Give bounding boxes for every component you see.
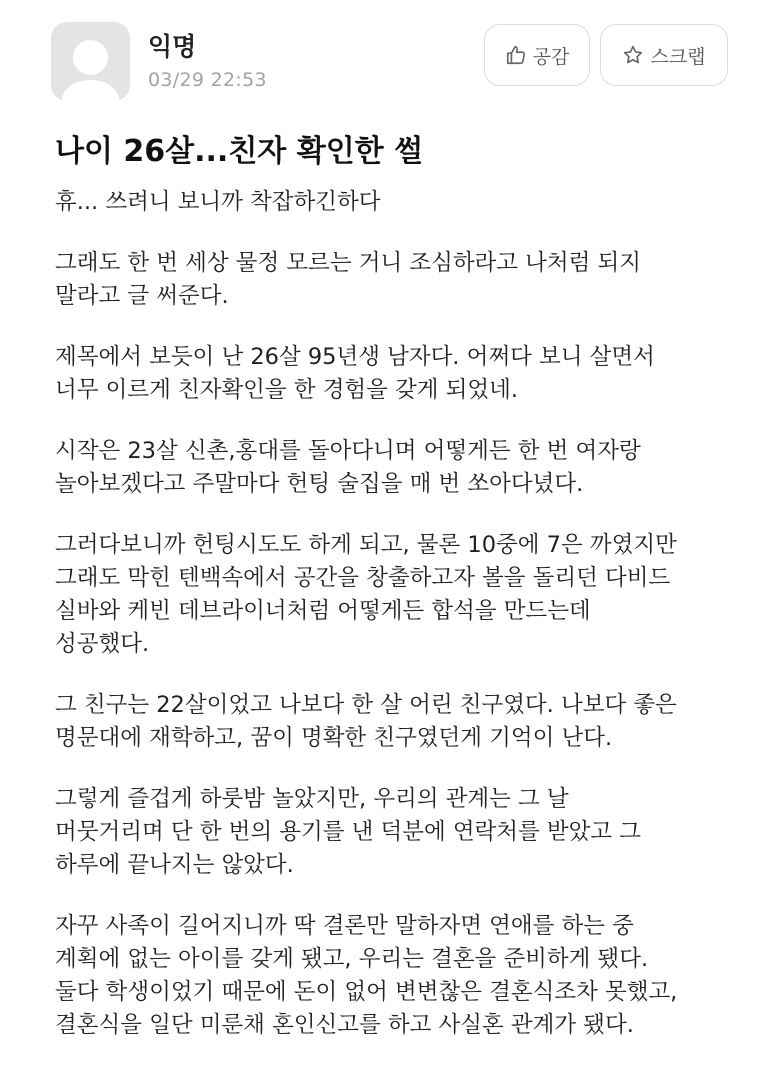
- default-profile-icon: [51, 22, 130, 101]
- body-paragraph: [55, 341, 755, 407]
- body-line: 그래도 한 번 세상 물정 모르는 거니 조심하라고 나처럼 되지: [55, 250, 642, 276]
- body-line: 명문대에 재학하고, 꿈이 명확한 친구였던게 기억이 난다.: [55, 725, 613, 751]
- body-line: 시작은 23살 신촌,홍대를 돌아다니며 어떻게든 한 번 여자랑: [55, 438, 641, 464]
- body-line: 놀아보겠다고 주말마다 헌팅 술집을 매 번 쏘아다녔다.: [55, 471, 584, 497]
- body-line: 성공했다.: [55, 631, 150, 657]
- body-paragraph: [55, 910, 755, 1042]
- post-header: [0, 0, 780, 112]
- post-title: 나이 26살...친자 확인한 썰: [55, 134, 424, 169]
- body-line: 그래도 막힌 텐백속에서 공간을 창출하고자 볼을 돌리던 다비드: [55, 565, 671, 591]
- body-paragraph: [55, 186, 755, 219]
- body-line: 휴... 쓰려니 보니까 착잡하긴하다: [55, 189, 381, 215]
- body-line: 제목에서 보듯이 난 26살 95년생 남자다. 어쩌다 보니 살면서: [55, 344, 655, 370]
- star-icon: [622, 44, 644, 66]
- scrap-button[interactable]: [600, 24, 728, 86]
- body-paragraph: [55, 689, 755, 755]
- body-paragraph: [55, 247, 755, 313]
- scrap-button-label: 스크랩: [650, 45, 706, 68]
- body-paragraph: [55, 435, 755, 501]
- body-line: 하루에 끝나지는 않았다.: [55, 852, 294, 878]
- like-button-label: 공감: [532, 45, 570, 68]
- body-line: 그러다보니까 헌팅시도도 하게 되고, 물론 10중에 7은 까였지만: [55, 532, 677, 558]
- like-button[interactable]: [484, 24, 590, 86]
- post-time: 03/29 22:53: [148, 69, 267, 91]
- body-line: 그 친구는 22살이었고 나보다 한 살 어린 친구였다. 나보다 좋은: [55, 692, 677, 718]
- body-line: 너무 이르게 친자확인을 한 경험을 갖게 되었네.: [55, 377, 519, 403]
- post-body: [55, 186, 755, 1070]
- avatar-head-shape: [73, 40, 108, 75]
- body-line: 그렇게 즐겁게 하룻밤 놀았지만, 우리의 관계는 그 날: [55, 786, 569, 812]
- body-line: 머뭇거리며 단 한 번의 용기를 낸 덕분에 연락처를 받았고 그: [55, 819, 642, 845]
- body-line: 계획에 없는 아이를 갖게 됐고, 우리는 결혼을 준비하게 됐다.: [55, 946, 649, 972]
- body-line: 실바와 케빈 데브라이너처럼 어떻게든 합석을 만드는데: [55, 598, 591, 624]
- thumbs-up-icon: [505, 44, 527, 66]
- author-name: 익명: [148, 32, 197, 61]
- avatar-body-shape: [62, 80, 119, 101]
- body-paragraph: [55, 529, 755, 661]
- body-line: 자꾸 사족이 길어지니까 딱 결론만 말하자면 연애를 하는 중: [55, 913, 634, 939]
- body-line: 결혼식을 일단 미룬채 혼인신고를 하고 사실혼 관계가 됐다.: [55, 1012, 634, 1038]
- body-paragraph: [55, 783, 755, 882]
- body-line: 둘다 학생이었기 때문에 돈이 없어 변변찮은 결혼식조차 못했고,: [55, 979, 678, 1005]
- body-line: 말라고 글 써준다.: [55, 283, 229, 309]
